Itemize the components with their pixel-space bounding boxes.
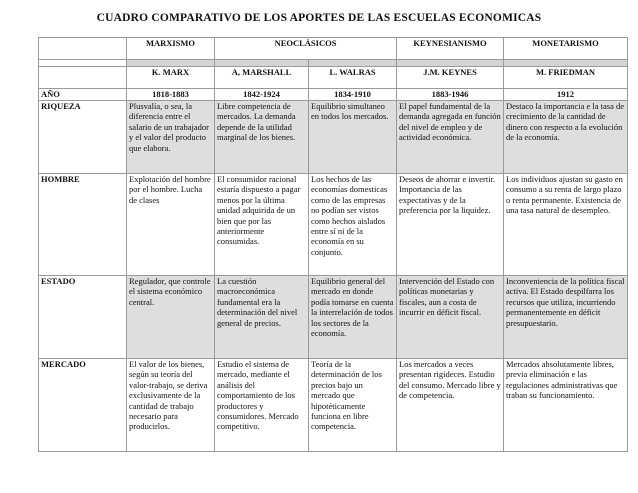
author-cell: L. WALRAS	[309, 67, 397, 89]
year-cell: 1834-1910	[309, 89, 397, 101]
table-cell: Los mercados a veces presentan rigideces. Estudio del consumo. Mercado libre y de competencia.	[397, 359, 504, 452]
table-cell: Intervención del Estado con políticas monetarias y fiscales, aun a costa de incurrir en déficit fiscal.	[397, 276, 504, 359]
year-cell: 1818-1883	[127, 89, 215, 101]
table-cell: Los hechos de las economías domesticas como de las empresas no podían ser vistos como hechos aislados entre sí ni de la economía en su conjunto.	[309, 174, 397, 276]
row-label-estado: ESTADO	[39, 276, 127, 359]
table-cell: Libre competencia de mercados. La demanda depende de la utilidad marginal de los bienes.	[215, 101, 309, 174]
table-cell: El valor de los bienes, según su teoría del valor-trabajo, se deriva exclusivamente de la cantidad de trabajo necesario para producirlos.	[127, 359, 215, 452]
table-cell: El consumidor racional estaría dispuesto a pagar menos por la última unidad adquirida de un bien que por las anteriormente consumidas.	[215, 174, 309, 276]
school-header-row	[39, 38, 628, 60]
separator-cell	[504, 60, 628, 67]
author-cell: K. MARX	[127, 67, 215, 89]
separator-cell	[397, 60, 504, 67]
header-blank-cell	[39, 38, 127, 60]
table-cell: La cuestión macroeconómica fundamental era la determinación del nivel general de precios.	[215, 276, 309, 359]
author-header-row	[39, 67, 628, 89]
table-cell: El papel fundamental de la demanda agregada en función del nivel de empleo y de actividad económica.	[397, 101, 504, 174]
row-label-mercado: MERCADO	[39, 359, 127, 452]
table-cell: Equilibrio simultaneo en todos los mercados.	[309, 101, 397, 174]
separator-blank-cell	[39, 60, 127, 67]
table-row-riqueza	[39, 101, 628, 174]
year-cell: 1883-1946	[397, 89, 504, 101]
separator-cell	[127, 60, 215, 67]
table-row-estado	[39, 276, 628, 359]
year-cell: 1912	[504, 89, 628, 101]
table-cell: Explotación del hombre por el hombre. Lucha de clases	[127, 174, 215, 276]
page-title: CUADRO COMPARATIVO DE LOS APORTES DE LAS ESCUELAS ECONOMICAS	[96, 12, 542, 24]
author-cell: M. FRIEDMAN	[504, 67, 628, 89]
header-separator-row	[39, 60, 628, 67]
year-cell: 1842-1924	[215, 89, 309, 101]
table-cell: Plusvalía, o sea, la diferencia entre el salario de un trabajador y el valor del producto que elabora.	[127, 101, 215, 174]
school-neoclasicos: NEOCLÁSICOS	[215, 38, 397, 60]
table-cell: Teoría de la determinación de los precios bajo un mercado que hipotéticamente funciona en libre competencia.	[309, 359, 397, 452]
school-marxismo: MARXISMO	[127, 38, 215, 60]
table-cell: Mercados absolutamente libres, previa eliminación e las regulaciones administrativas que traban su funcionamiento.	[504, 359, 628, 452]
row-label-year: AÑO	[39, 89, 127, 101]
table-cell: Los individuos ajustan su gasto en consumo a su renta de largo plazo o renta permanente. Existencia de una tasa natural de desempleo.	[504, 174, 628, 276]
table-row-hombre	[39, 174, 628, 276]
table-cell: Destaco la importancia e la tasa de crecimiento de la cantidad de dinero con respecto a la evolución de la economía.	[504, 101, 628, 174]
year-row	[39, 89, 628, 101]
separator-cell	[309, 60, 397, 67]
table-cell: Deseos de ahorrar e invertir. Importancia de las expectativas y de la preferencia por la liquidez.	[397, 174, 504, 276]
school-keynesianismo: KEYNESIANISMO	[397, 38, 504, 60]
comparison-table	[38, 37, 628, 452]
author-blank-cell	[39, 67, 127, 89]
author-cell: A, MARSHALL	[215, 67, 309, 89]
table-row-mercado	[39, 359, 628, 452]
table-cell: Equilibrio general del mercado en donde podía tomarse en cuenta la interrelación de todos los sectores de la economía.	[309, 276, 397, 359]
school-monetarismo: MONETARISMO	[504, 38, 628, 60]
row-label-riqueza: RIQUEZA	[39, 101, 127, 174]
row-label-hombre: HOMBRE	[39, 174, 127, 276]
table-cell: Regulador, que controle el sistema económico central.	[127, 276, 215, 359]
table-cell: Estudio el sistema de mercado, mediante el análisis del comportamiento de los productores y consumidores. Mercado competitivo.	[215, 359, 309, 452]
table-cell: Inconveniencia de la política fiscal activa. El Estado despilfarra los recursos que utiliza, incurriendo permanentemente en déficit presupuestario.	[504, 276, 628, 359]
author-cell: J.M. KEYNES	[397, 67, 504, 89]
separator-cell	[215, 60, 309, 67]
